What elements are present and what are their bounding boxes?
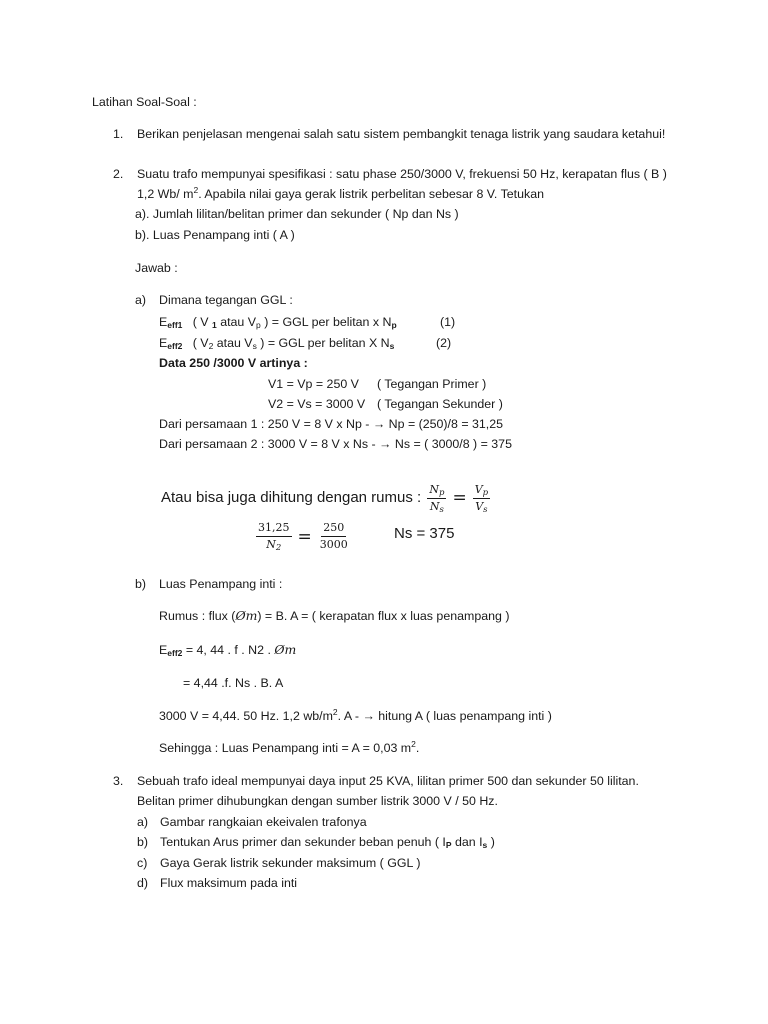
- v1-note: ( Tegangan Primer ): [377, 377, 487, 391]
- question-2-number: 2.: [113, 167, 124, 181]
- equation-2-result: Dari persamaan 2 : 3000 V = 8 V x Ns - → Ns = ( 3000/8 ) = 375: [159, 437, 512, 451]
- equation-eff1: $E_{eff1}$ ( V $_1$ atau $V_p$ ) = GGL per belitan x $N_p$: [159, 315, 397, 330]
- v2-value: V2 = Vs = 3000 V: [268, 397, 366, 411]
- question-3-number: 3.: [113, 774, 124, 788]
- answer-b-label: b): [135, 577, 147, 591]
- question-3-item-c: Gaya Gerak listrik sekunder maksimum ( GGL ): [160, 856, 421, 870]
- question-3-line-1: Sebuah trafo ideal mempunyai daya input 25 KVA, lilitan primer 500 dan sekunder 50 lilitan.: [137, 774, 639, 788]
- question-3-line-2: Belitan primer dihubungkan dengan sumber listrik 3000 V / 50 Hz.: [137, 794, 498, 808]
- alternative-formula: Atau bisa juga dihitung dengan rumus : $\frac{N_p}{N_s}$ = $\frac{V_p}{V_s}$: [161, 482, 489, 515]
- equation-eff2: $E_{eff2}$ ( $V_2$ atau $V_s$ ) = GGL per belitan X $N_s$: [159, 336, 395, 351]
- area-result: Sehingga : Luas Penampang inti = A = 0,03 $m^2$.: [159, 739, 420, 755]
- question-2-line-2: 1,2 Wb/ $m^2$. Apabila nilai gaya gerak listrik perbelitan sebesar 8 V. Tetukan: [137, 185, 544, 201]
- equation-eff1-number: (1): [440, 315, 456, 329]
- fraction-np-ns: $\frac{N_p}{N_s}$: [429, 482, 445, 515]
- answer-b-heading: Luas Penampang inti :: [159, 577, 283, 591]
- numeric-ratio: $\frac{31,25}{N_2}$ = $\frac{250}{3000}$: [258, 521, 348, 554]
- equation-eff2-number: (2): [436, 336, 452, 350]
- question-2-line-1: Suatu trafo mempunyai spesifikasi : satu phase 250/3000 V, frekuensi 50 Hz, kerapatan flus ( B ): [137, 167, 667, 181]
- area-equation: 3000 V = 4,44. 50 Hz. 1,2 $wb/m^2$. A - → hitung A ( luas penampang inti ): [159, 707, 552, 723]
- eff2-expanded: = 4,44 .f. Ns . B. A: [183, 676, 284, 690]
- question-3-item-a: Gambar rangkaian ekeivalen trafonya: [160, 815, 367, 829]
- data-meaning: Data 250 /3000 V artinya :: [159, 356, 308, 370]
- equation-1-result: Dari persamaan 1 : 250 V = 8 V x Np - → Np = (250)/8 = 31,25: [159, 417, 504, 431]
- worksheet-title: Latihan Soal-Soal :: [92, 95, 197, 109]
- question-3-item-d-label: d): [137, 876, 149, 890]
- question-2-part-b: b). Luas Penampang inti ( A ): [135, 228, 295, 242]
- v2-note: ( Tegangan Sekunder ): [377, 397, 503, 411]
- question-3-item-a-label: a): [137, 815, 149, 829]
- flux-formula: Rumus : flux (Øm) = B. A = ( kerapatan flux x luas penampang ): [159, 608, 510, 623]
- question-3-item-c-label: c): [137, 856, 148, 870]
- eff2-formula: $E_{eff2} = 4$, 44 . f . N2 . Øm: [159, 642, 297, 658]
- question-1-text: Berikan penjelasan mengenai salah satu sistem pembangkit tenaga listrik yang saudara ketahui!: [137, 127, 666, 141]
- question-3-item-b-label: b): [137, 835, 149, 849]
- answer-heading: Jawab :: [135, 261, 178, 275]
- v1-value: V1 = Vp = 250 V: [268, 377, 359, 391]
- answer-a-label: a): [135, 293, 147, 307]
- ns-result: Ns = 375: [394, 525, 455, 542]
- fraction-vp-vs: $\frac{V_p}{V_s}$: [474, 482, 489, 515]
- question-1-number: 1.: [113, 127, 124, 141]
- question-2-part-a: a). Jumlah lilitan/belitan primer dan sekunder ( Np dan Ns ): [135, 207, 459, 221]
- question-3-item-b: Tentukan Arus primer dan sekunder beban penuh ( $I_P$ dan $I_s$ ): [160, 835, 495, 850]
- answer-a-heading: Dimana tegangan GGL :: [159, 293, 293, 307]
- question-3-item-d: Flux maksimum pada inti: [160, 876, 298, 890]
